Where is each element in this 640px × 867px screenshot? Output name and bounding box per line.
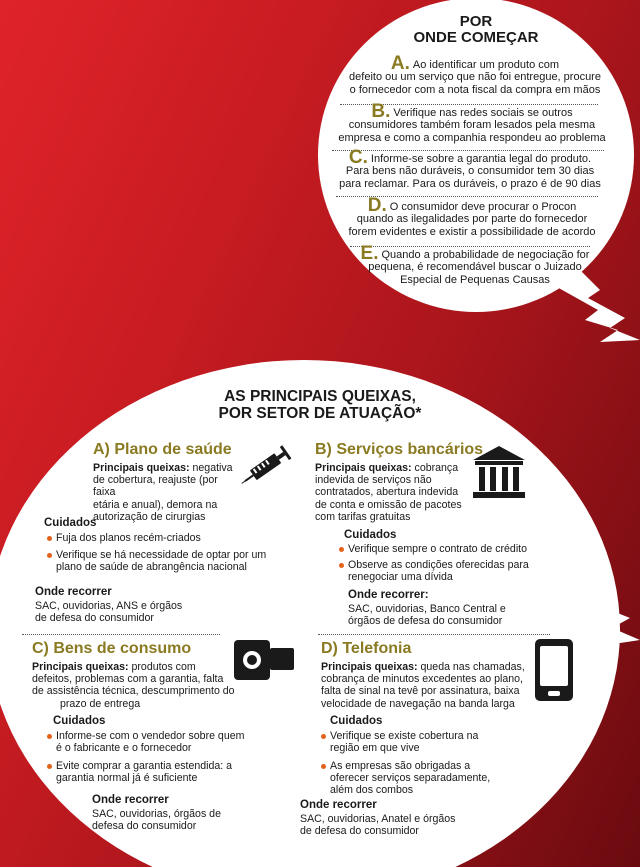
where-text: SAC, ouvidorias, Banco Central e: [348, 603, 506, 615]
step-text: Verifique nas redes sociais se outros: [393, 107, 573, 119]
section-d-care-item: [321, 730, 550, 754]
step-letter: B.: [371, 101, 391, 122]
step-text: para reclamar. Para os duráveis, o prazo é de 90 dias: [339, 177, 601, 190]
care-text: oferecer serviços separadamente,: [330, 772, 491, 785]
step-letter: D.: [367, 195, 387, 216]
care-text: é o fabricante e o fornecedor: [56, 742, 192, 755]
care-text: Fuja dos planos recém-criados: [56, 532, 201, 544]
care-text: além dos combos: [330, 784, 414, 797]
complaints-text: autorização de cirurgias: [93, 510, 206, 523]
top-title-line2: ONDE COMEÇAR: [413, 29, 539, 46]
care-text: Verifique se há necessidade de optar por um: [56, 549, 267, 561]
complaints-text: etária e anual), demora na: [93, 498, 218, 511]
complaints-text: falta de sinal na tevê por assinatura, baixa: [321, 685, 520, 698]
step-text: o fornecedor com a nota fiscal da compra em mãos: [349, 83, 601, 96]
section-b-where: [348, 603, 548, 627]
care-text: Informe-se com o vendedor sobre quem: [56, 730, 245, 742]
step-text: Quando a probabilidade de negociação for: [381, 249, 590, 261]
where-text: de defesa do consumidor: [300, 825, 419, 838]
section-d-where-label: Onde recorrer: [300, 799, 377, 811]
section-b-care-label: Cuidados: [344, 529, 397, 541]
section-a-where-label: Onde recorrer: [35, 586, 112, 598]
complaints-text: de assistência técnica, descumprimento do: [32, 685, 235, 698]
complaints-text: indevida de serviços não: [315, 474, 432, 487]
step-letter: C.: [348, 147, 368, 168]
bottom-title-line2: POR SETOR DE ATUAÇÃO*: [218, 405, 422, 422]
step-text: Para bens não duráveis, o consumidor tem 30 dias: [345, 165, 595, 178]
complaints-text: prazo de entrega: [60, 697, 141, 710]
care-text: garantia normal já é suficiente: [56, 772, 198, 785]
complaints-text: com tarifas gratuitas: [315, 510, 411, 523]
complaints-text: produtos com: [131, 661, 196, 673]
divider: [350, 246, 590, 247]
divider: [318, 634, 550, 635]
section-c-title: C) Bens de consumo: [32, 640, 192, 657]
complaints-label: Principais queixas:: [321, 661, 418, 673]
step-c: [320, 147, 620, 190]
section-c-complaints: [32, 661, 272, 710]
section-d-complaints: [321, 661, 541, 710]
section-b-care-item: [339, 559, 568, 583]
section-d-care-label: Cuidados: [330, 715, 383, 727]
where-text: órgãos de defesa do consumidor: [348, 615, 503, 628]
step-text: pequena, é recomendável buscar o Juizado: [368, 261, 582, 274]
care-text: Observe as condições oferecidas para: [348, 559, 529, 571]
section-c-where-label: Onde recorrer: [92, 794, 169, 806]
step-text: forem evidentes e existir a possibilidade de acordo: [348, 225, 596, 238]
where-text: de defesa do consumidor: [35, 612, 154, 625]
section-b-where-label: Onde recorrer:: [348, 589, 429, 601]
complaints-label: Principais queixas:: [32, 661, 129, 673]
section-a-complaints: [93, 462, 243, 523]
complaints-text: defeitos, problemas com a garantia, falta: [32, 673, 224, 686]
complaints-text: cobrança: [414, 462, 459, 474]
care-text: Verifique se existe cobertura na: [330, 730, 479, 742]
step-text: Especial de Pequenas Causas: [400, 273, 550, 286]
section-a-title: A) Plano de saúde: [93, 441, 232, 458]
where-text: SAC, ouvidorias, ANS e órgãos: [35, 600, 183, 612]
section-d-title: D) Telefonia: [321, 640, 412, 657]
care-text: Verifique sempre o contrato de crédito: [348, 543, 528, 555]
divider: [22, 634, 220, 635]
step-text: empresa e como a companhia respondeu ao problema: [338, 131, 606, 144]
top-title-line1: POR: [459, 13, 493, 30]
where-text: defesa do consumidor: [92, 820, 197, 833]
complaints-text: velocidade de navegação na banda larga: [321, 697, 515, 710]
section-d-care-item: [321, 760, 550, 797]
step-text: O consumidor deve procurar o Procon: [389, 201, 577, 213]
care-text: renegociar uma dívida: [348, 571, 453, 584]
top-title: [318, 14, 634, 46]
bottom-title: [0, 388, 640, 422]
care-text: plano de saúde de abrangência nacional: [56, 561, 247, 574]
complaints-text: contratados, abertura indevida: [315, 486, 459, 499]
step-letter: A.: [390, 53, 410, 74]
step-a: [325, 53, 625, 96]
care-text: As empresas são obrigadas a: [330, 760, 471, 772]
step-e: [330, 243, 620, 286]
step-text: consumidores também foram lesados pela mesma: [348, 119, 596, 132]
complaints-label: Principais queixas:: [315, 462, 412, 474]
section-b-title: B) Serviços bancários: [315, 441, 484, 458]
step-d: [322, 195, 622, 238]
section-c-care-label: Cuidados: [53, 715, 106, 727]
complaints-label: Principais queixas:: [93, 462, 190, 474]
divider: [332, 150, 604, 151]
bottom-title-line1: AS PRINCIPAIS QUEIXAS,: [224, 388, 416, 405]
care-text: Evite comprar a garantia estendida: a: [56, 760, 233, 772]
complaints-text: de conta e omissão de pacotes: [315, 498, 462, 511]
syringe-icon: [236, 440, 300, 490]
step-text: Ao identificar um produto com: [412, 59, 560, 71]
section-d-where: [300, 813, 500, 837]
section-b-care-item: [339, 543, 568, 555]
section-c-where: [92, 808, 272, 832]
section-a-care-item: [47, 549, 296, 573]
section-a-where: [35, 600, 235, 624]
step-b: [322, 101, 622, 144]
step-letter: E.: [360, 243, 379, 264]
section-c-care-item: [47, 760, 276, 784]
section-b-complaints: [315, 462, 475, 523]
where-text: SAC, ouvidorias, órgãos de: [92, 808, 221, 820]
bank-icon: [473, 446, 525, 500]
step-text: Informe-se sobre a garantia legal do produto.: [370, 153, 592, 165]
step-text: defeito ou um serviço que não foi entregue, procure: [349, 71, 601, 84]
where-text: SAC, ouvidorias, Anatel e órgãos: [300, 813, 456, 825]
complaints-text: negativa: [192, 462, 233, 474]
section-a-care-item: [47, 532, 286, 544]
complaints-text: de cobertura, reajuste (por faixa: [93, 474, 218, 499]
complaints-text: cobrança de minutos excedentes ao plano,: [321, 673, 524, 686]
section-a-care-label: Cuidados: [44, 517, 97, 529]
step-text: quando as ilegalidades por parte do fornecedor: [356, 213, 588, 226]
care-text: região em que vive: [330, 742, 420, 755]
section-c-care-item: [47, 730, 276, 754]
complaints-text: queda nas chamadas,: [420, 661, 525, 673]
